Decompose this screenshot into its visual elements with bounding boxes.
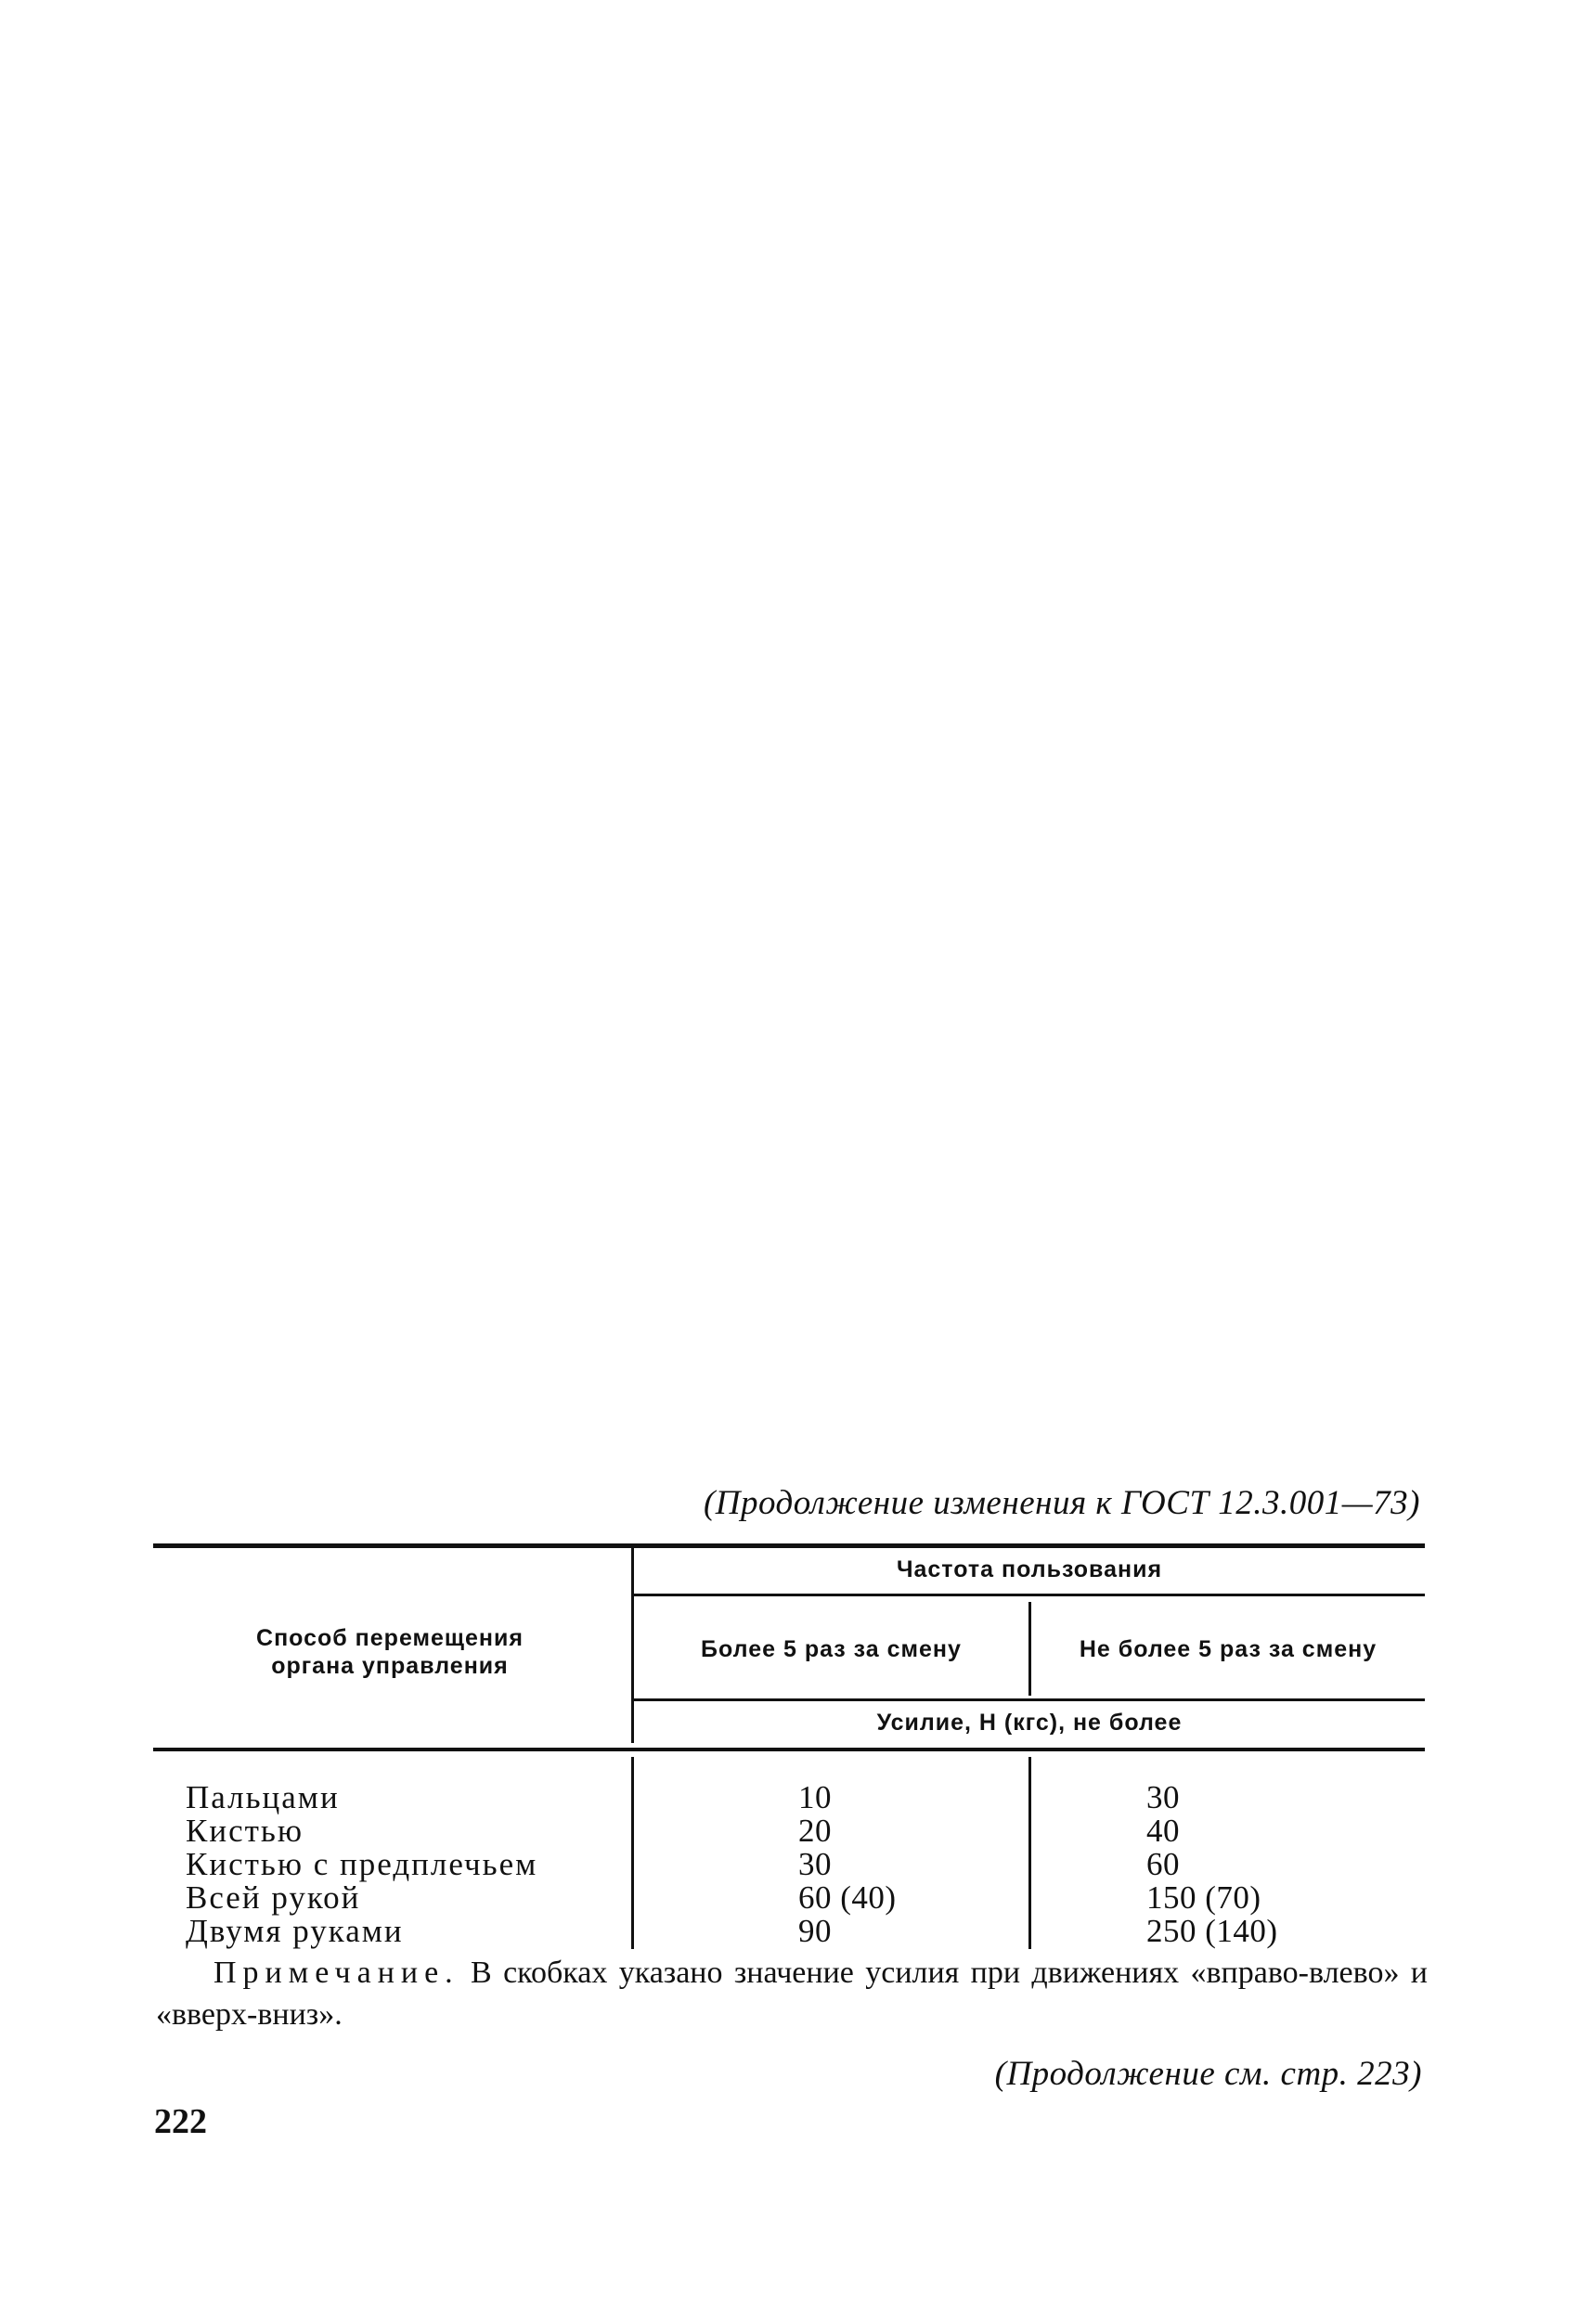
row-label: Двумя руками (186, 1913, 404, 1949)
stub-header-line-2: органа управления (271, 1653, 509, 1679)
note-text: В скобках указано значение усилия при движениях «вправо-влево» и «вверх-вниз». (156, 1956, 1428, 2032)
stub-header-line-1: Способ перемещения (256, 1625, 524, 1651)
force-header: Усилие, Н (кгс), не более (876, 1710, 1183, 1736)
cell-le5: 30 (1146, 1779, 1180, 1815)
cell-more5: 10 (798, 1779, 832, 1815)
cell-le5: 150 (70) (1146, 1879, 1261, 1916)
cell-more5: 30 (798, 1846, 832, 1882)
row-label: Всей рукой (186, 1879, 361, 1916)
column-divider-body (1028, 1757, 1031, 1949)
cell-le5: 60 (1146, 1846, 1180, 1882)
stub-divider-body (631, 1757, 634, 1949)
frequency-underline (634, 1594, 1425, 1596)
col-more5-header: Более 5 раз за смену (701, 1636, 962, 1662)
continuation-header: (Продолжение изменения к ГОСТ 12.3.001—73) (703, 1484, 1420, 1522)
table-note (156, 1952, 1428, 2035)
table-top-rule (153, 1543, 1425, 1548)
row-label: Пальцами (186, 1779, 340, 1815)
header-bottom-rule (153, 1748, 1425, 1751)
stub-header (186, 1624, 594, 1680)
cell-more5: 20 (798, 1813, 832, 1849)
cell-more5: 90 (798, 1913, 832, 1949)
continuation-footer: (Продолжение см. стр. 223) (994, 2055, 1422, 2093)
frequency-header: Частота пользования (896, 1556, 1163, 1582)
subheader-underline (634, 1698, 1425, 1701)
row-label: Кистью (186, 1813, 304, 1849)
row-label: Кистью с предплечьем (186, 1846, 538, 1882)
cell-le5: 40 (1146, 1813, 1180, 1849)
col-le5-header: Не более 5 раз за смену (1079, 1636, 1378, 1662)
note-lead: Примечание. (213, 1956, 459, 1990)
cell-le5: 250 (140) (1146, 1913, 1278, 1949)
page-number: 222 (154, 2102, 207, 2141)
cell-more5: 60 (40) (798, 1879, 897, 1916)
